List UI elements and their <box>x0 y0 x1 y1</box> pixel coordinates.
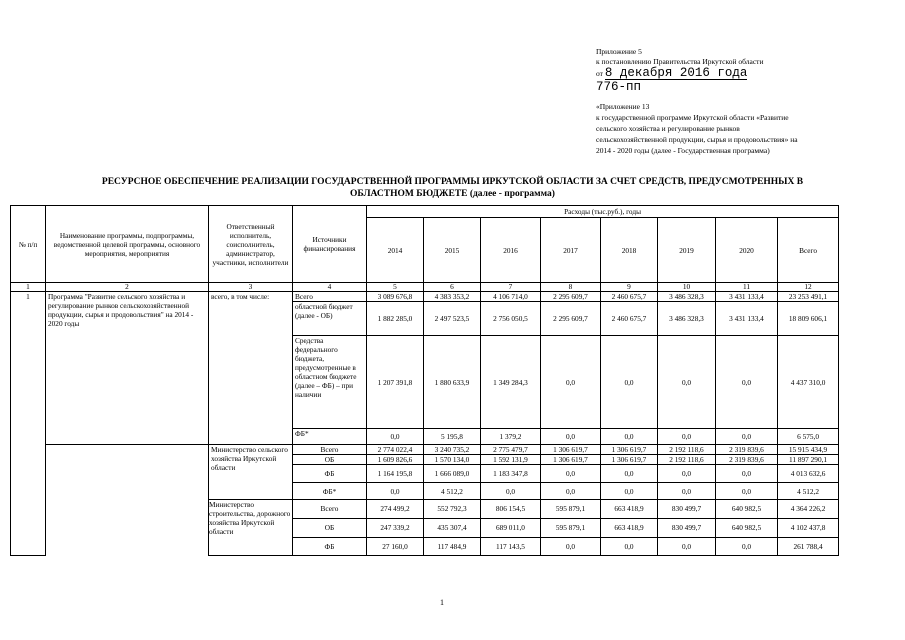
value-cell: 117 484,9 <box>437 542 467 551</box>
source-cell: областной бюджет (далее - ОБ) <box>293 302 367 336</box>
value-cell: 117 143,5 <box>496 542 525 551</box>
value-cell: 1 880 633,9 <box>424 336 481 429</box>
header-year: 2014 <box>367 218 424 283</box>
source-cell: Всего <box>293 500 366 519</box>
value-cell: 3 240 735,2 <box>424 445 481 455</box>
value-block <box>367 500 424 556</box>
source-cell: ОБ <box>293 455 367 465</box>
value-cell: 689 011,0 <box>481 519 540 538</box>
value-cell: 0,0 <box>658 465 716 483</box>
value-cell: 0,0 <box>601 429 658 445</box>
name-spacer <box>46 445 209 556</box>
annex-line: сельскохозяйственной продукции, сырья и продовольствия» на <box>596 135 798 144</box>
header-year: 2016 <box>481 218 541 283</box>
value-cell: 552 792,3 <box>424 500 480 519</box>
value-cell: 0,0 <box>716 429 778 445</box>
value-cell: 3 089 676,8 <box>367 292 424 302</box>
source-cell: ОБ <box>293 519 366 538</box>
value-cell: 2 319 839,6 <box>716 455 778 465</box>
source-block <box>293 500 367 556</box>
value-cell: 0,0 <box>367 429 424 445</box>
program-name: Программа "Развитие сельского хозяйства и регулирование рынков сельскохозяйственной продукции, сырья и продовольствия" на 2014 - 2020 годы <box>46 292 209 445</box>
value-block <box>481 500 541 556</box>
value-cell: 0,0 <box>716 483 778 500</box>
value-cell: 1 306 619,7 <box>601 455 658 465</box>
value-cell: 23 253 491,1 <box>778 292 839 302</box>
header-year: 2017 <box>541 218 601 283</box>
value-cell: 0,0 <box>658 483 716 500</box>
column-index: 4 <box>293 283 367 292</box>
header-year: 2019 <box>658 218 716 283</box>
resource-table <box>10 205 839 556</box>
column-index: 12 <box>778 283 839 292</box>
value-cell: 0,0 <box>741 542 752 551</box>
value-cell: 274 499,2 <box>367 500 423 519</box>
column-index: 11 <box>716 283 778 292</box>
value-cell: 27 160,0 <box>382 542 408 551</box>
value-cell: 3 486 328,3 <box>658 292 716 302</box>
value-cell: 4 106 714,0 <box>481 292 541 302</box>
value-cell: 1 666 089,0 <box>424 465 481 483</box>
value-cell: 2 295 609,7 <box>541 302 601 336</box>
value-cell: 2 295 609,7 <box>541 292 601 302</box>
value-cell: 1 349 284,3 <box>481 336 541 429</box>
value-cell: 4 512,2 <box>778 483 839 500</box>
ministry-name: Министерство сельского хозяйства Иркутской области <box>209 445 293 500</box>
column-index: 2 <box>46 283 209 292</box>
column-index: 3 <box>209 283 293 292</box>
appendix-label: Приложение 5 <box>596 47 642 56</box>
decree-date: 8 декабря 2016 года <box>604 66 748 80</box>
page-number: 1 <box>440 598 444 607</box>
value-cell: 2 319 839,6 <box>716 445 778 455</box>
column-index: 1 <box>11 283 46 292</box>
value-cell: 4 102 437,8 <box>778 519 838 538</box>
value-cell: 830 499,7 <box>658 500 715 519</box>
source-cell: Средства федерального бюджета, предусмотренные в областном бюджете (далее – ФБ) – при наличии <box>293 336 367 429</box>
value-cell: 830 499,7 <box>658 519 715 538</box>
value-cell: 4 437 310,0 <box>778 336 839 429</box>
column-index: 6 <box>424 283 481 292</box>
header-total: Всего <box>778 218 839 283</box>
value-cell: 663 418,9 <box>601 500 657 519</box>
source-cell: ФБ* <box>293 483 367 500</box>
table-row <box>11 292 839 302</box>
value-cell: 1 306 619,7 <box>541 445 601 455</box>
program-executor: всего, в том числе: <box>209 292 293 445</box>
value-cell: 1 183 347,8 <box>481 465 541 483</box>
header-source: Источники финансирования <box>293 206 367 283</box>
decree-number: 776-пп <box>596 80 642 94</box>
value-cell: 0,0 <box>716 336 778 429</box>
value-cell: 3 486 328,3 <box>658 302 716 336</box>
value-cell: 0,0 <box>541 336 601 429</box>
value-cell: 0,0 <box>481 483 541 500</box>
value-block <box>601 500 658 556</box>
value-cell: 640 982,5 <box>716 519 777 538</box>
source-cell: Всего <box>293 292 367 302</box>
decree-header <box>596 47 763 93</box>
header-year: 2018 <box>601 218 658 283</box>
header-year: 2015 <box>424 218 481 283</box>
header-num: № п/п <box>11 206 46 283</box>
value-cell: 1 306 619,7 <box>601 445 658 455</box>
value-cell: 663 418,9 <box>601 519 657 538</box>
annex-line: 2014 - 2020 годы (далее - Государственная программа) <box>596 146 770 155</box>
column-index: 7 <box>481 283 541 292</box>
ministry-construction-block <box>209 500 293 556</box>
annex-line: к государственной программе Иркутской области «Развитие <box>596 113 789 122</box>
value-cell: 1 882 285,0 <box>367 302 424 336</box>
value-cell: 1 592 131,9 <box>481 455 541 465</box>
value-cell: 806 154,5 <box>481 500 540 519</box>
title-line-2: ОБЛАСТНОМ БЮДЖЕТЕ (далее - программа) <box>350 189 555 199</box>
document-title <box>20 176 885 200</box>
value-cell: 0,0 <box>541 429 601 445</box>
value-cell: 4 364 226,2 <box>778 500 838 519</box>
header-year: 2020 <box>716 218 778 283</box>
value-cell: 2 756 050,5 <box>481 302 541 336</box>
header-expenses: Расходы (тыс.руб.), годы <box>367 206 839 218</box>
value-cell: 1 609 826,6 <box>367 455 424 465</box>
annex-line: «Приложение 13 <box>596 102 650 111</box>
value-cell: 0,0 <box>681 542 692 551</box>
value-cell: 3 431 133,4 <box>716 292 778 302</box>
value-cell: 0,0 <box>658 429 716 445</box>
column-index: 9 <box>601 283 658 292</box>
value-cell: 2 192 118,6 <box>658 455 716 465</box>
column-index: 10 <box>658 283 716 292</box>
annex-line: сельского хозяйства и регулирование рынков <box>596 124 740 133</box>
value-cell: 0,0 <box>565 542 576 551</box>
header-name: Наименование программы, подпрограммы, ведомственной целевой программы, основного мероприятия, мероприятия <box>46 206 209 283</box>
value-cell: 435 307,4 <box>424 519 480 538</box>
value-cell: 4 512,2 <box>424 483 481 500</box>
source-cell: ФБ* <box>293 429 367 445</box>
value-cell: 0,0 <box>658 336 716 429</box>
value-cell: 2 192 118,6 <box>658 445 716 455</box>
value-cell: 11 897 290,1 <box>778 455 839 465</box>
value-cell: 0,0 <box>541 465 601 483</box>
column-index: 5 <box>367 283 424 292</box>
value-cell: 6 575,0 <box>778 429 839 445</box>
column-index: 8 <box>541 283 601 292</box>
value-cell: 261 788,4 <box>793 542 823 551</box>
value-block <box>541 500 601 556</box>
value-cell: 0,0 <box>367 483 424 500</box>
table-row <box>11 445 839 455</box>
decree-reference: к постановлению Правительства Иркутской области <box>596 57 764 66</box>
header-executor: Ответственный исполнитель, соисполнитель, администратор, участники, исполнители <box>209 206 293 283</box>
ministry-name: Министерство строительства, дорожного хозяйства Иркутской области <box>209 500 291 536</box>
value-cell: 1 164 195,8 <box>367 465 424 483</box>
value-cell: 3 431 133,4 <box>716 302 778 336</box>
value-cell: 2 460 675,7 <box>601 292 658 302</box>
program-number: 1 <box>11 292 46 556</box>
value-cell: 18 809 606,1 <box>778 302 839 336</box>
value-block <box>658 500 716 556</box>
value-cell: 0,0 <box>601 465 658 483</box>
decree-date-line <box>596 67 763 80</box>
column-index-row <box>11 283 839 292</box>
value-cell: 2 460 675,7 <box>601 302 658 336</box>
source-cell: ФБ <box>293 465 367 483</box>
value-cell: 1 207 391,8 <box>367 336 424 429</box>
source-cell: ФБ <box>324 542 335 551</box>
value-cell: 0,0 <box>601 336 658 429</box>
value-block <box>424 500 481 556</box>
value-cell: 1 306 619,7 <box>541 455 601 465</box>
from-label: от <box>596 69 603 78</box>
value-cell: 247 339,2 <box>367 519 423 538</box>
source-cell: Всего <box>293 445 367 455</box>
value-cell: 0,0 <box>624 542 634 551</box>
value-cell: 2 774 022,4 <box>367 445 424 455</box>
value-cell: 2 497 523,5 <box>424 302 481 336</box>
value-cell: 0,0 <box>601 483 658 500</box>
value-cell: 1 570 134,0 <box>424 455 481 465</box>
value-block <box>716 500 778 556</box>
annex-block <box>596 101 858 156</box>
value-cell: 595 879,1 <box>541 500 600 519</box>
value-cell: 4 013 632,6 <box>778 465 839 483</box>
value-cell: 2 775 479,7 <box>481 445 541 455</box>
value-cell: 15 915 434,9 <box>778 445 839 455</box>
value-cell: 595 879,1 <box>541 519 600 538</box>
value-cell: 5 195,8 <box>424 429 481 445</box>
value-cell: 0,0 <box>541 483 601 500</box>
value-cell: 0,0 <box>716 465 778 483</box>
value-cell: 4 383 353,2 <box>424 292 481 302</box>
value-cell: 640 982,5 <box>716 500 777 519</box>
value-cell: 1 379,2 <box>481 429 541 445</box>
value-block <box>778 500 839 556</box>
title-line-1: РЕСУРСНОЕ ОБЕСПЕЧЕНИЕ РЕАЛИЗАЦИИ ГОСУДАРСТВЕННОЙ ПРОГРАММЫ ИРКУТСКОЙ ОБЛАСТИ ЗА СЧЕТ СРЕДСТВ, ПРЕДУСМОТРЕННЫХ В <box>101 177 804 187</box>
